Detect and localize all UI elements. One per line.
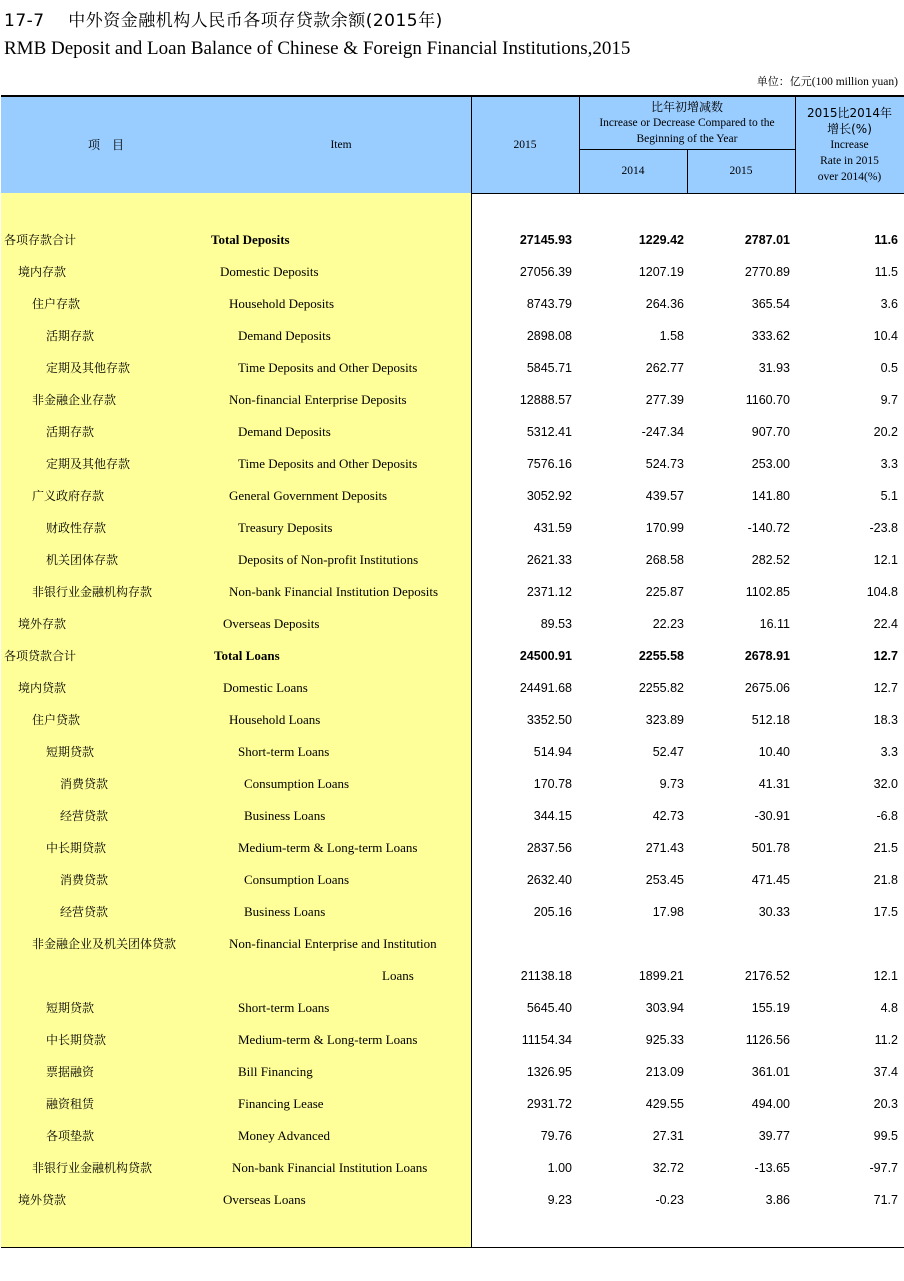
row-label-cn: 短期贷款 xyxy=(46,745,95,759)
cell-2015-balance: 5645.40 xyxy=(526,1001,572,1015)
cell-change-2015: 1126.56 xyxy=(745,1033,790,1047)
cell-2015-balance: 8743.79 xyxy=(526,297,572,311)
table-number: 17-7 xyxy=(4,11,45,31)
cell-change-2015: 2678.91 xyxy=(744,649,790,663)
cell-change-2015: 333.62 xyxy=(751,329,790,343)
cell-2015-balance: 431.59 xyxy=(533,521,572,535)
cell-change-2015: 1160.70 xyxy=(745,393,790,407)
row-label-cn: 融资租赁 xyxy=(46,1097,95,1111)
table-row xyxy=(1,448,904,480)
cell-change-2015: 365.54 xyxy=(751,297,790,311)
row-label-en: Household Deposits xyxy=(229,296,335,311)
table-row xyxy=(1,672,904,704)
header-change-en-2: Beginning of the Year xyxy=(636,133,738,145)
row-label-cn: 财政性存款 xyxy=(46,521,107,535)
row-label-cn: 经营贷款 xyxy=(60,809,109,823)
row-label-cn: 住户贷款 xyxy=(32,713,81,727)
row-label-en: Time Deposits and Other Deposits xyxy=(238,360,418,375)
cell-growth-rate: 22.4 xyxy=(873,617,898,631)
cell-change-2014: 303.94 xyxy=(645,1001,684,1015)
cell-change-2015: 3.86 xyxy=(765,1193,790,1207)
cell-growth-rate: 0.5 xyxy=(880,361,898,375)
cell-change-2014: 268.58 xyxy=(645,553,684,567)
table-row xyxy=(1,800,904,832)
cell-growth-rate: 21.5 xyxy=(873,841,898,855)
cell-change-2014: 1899.21 xyxy=(638,969,684,983)
row-label-en: Total Deposits xyxy=(211,232,290,247)
cell-change-2015: 155.19 xyxy=(751,1001,790,1015)
cell-change-2015: -13.65 xyxy=(754,1161,790,1175)
cell-change-2014: 32.72 xyxy=(652,1161,684,1175)
cell-change-2015: 512.18 xyxy=(751,713,790,727)
row-label-cn: 消费贷款 xyxy=(60,777,109,791)
row-label-en: Short-term Loans xyxy=(238,744,330,759)
cell-growth-rate: 9.7 xyxy=(880,393,898,407)
table-row xyxy=(1,320,904,352)
cell-growth-rate: 11.5 xyxy=(874,265,898,279)
cell-2015-balance: 89.53 xyxy=(540,617,572,631)
cell-growth-rate: 5.1 xyxy=(880,489,898,503)
row-label-en: Overseas Loans xyxy=(223,1192,306,1207)
header-rate-en-2: Rate in 2015 xyxy=(820,155,879,167)
table-row xyxy=(1,512,904,544)
row-label-cn: 各项存款合计 xyxy=(4,233,77,247)
row-label-en: Non-financial Enterprise Deposits xyxy=(229,392,407,407)
cell-2015-balance: 3052.92 xyxy=(526,489,572,503)
cell-change-2014: 225.87 xyxy=(645,585,684,599)
cell-growth-rate: 32.0 xyxy=(873,777,898,791)
row-label-en: Business Loans xyxy=(244,808,326,823)
cell-change-2014: 277.39 xyxy=(645,393,684,407)
row-label-en: Domestic Loans xyxy=(223,680,308,695)
cell-2015-balance: 7576.16 xyxy=(526,457,572,471)
row-label-cn: 活期存款 xyxy=(46,329,95,343)
cell-change-2014: -0.23 xyxy=(655,1193,684,1207)
row-label-cn: 境内贷款 xyxy=(18,681,67,695)
cell-change-2014: 323.89 xyxy=(645,713,684,727)
cell-2015-balance: 1326.95 xyxy=(526,1065,572,1079)
row-label-en: Total Loans xyxy=(214,648,280,663)
cell-change-2015: 30.33 xyxy=(758,905,790,919)
row-label-cn: 非金融企业存款 xyxy=(32,393,117,407)
cell-growth-rate: 11.2 xyxy=(874,1033,898,1047)
cell-change-2014: 253.45 xyxy=(645,873,684,887)
table-row xyxy=(1,736,904,768)
cell-2015-balance: 9.23 xyxy=(547,1193,572,1207)
row-label-cn: 非银行业金融机构贷款 xyxy=(32,1161,153,1175)
cell-change-2014: 262.77 xyxy=(645,361,684,375)
row-label-en: Money Advanced xyxy=(238,1128,331,1143)
cell-2015-balance: 2632.40 xyxy=(526,873,572,887)
row-label-cn: 境外存款 xyxy=(18,617,67,631)
row-label-en: Business Loans xyxy=(244,904,326,919)
header-change-cn: 比年初增减数 xyxy=(650,100,723,114)
cell-2015-balance: 514.94 xyxy=(533,745,572,759)
cell-change-2014: 439.57 xyxy=(645,489,684,503)
cell-growth-rate: 3.3 xyxy=(880,745,898,759)
row-label-en: Demand Deposits xyxy=(238,328,331,343)
row-label-cn: 机关团体存款 xyxy=(46,553,119,567)
row-label-cn: 各项贷款合计 xyxy=(4,649,77,663)
row-label-en: Consumption Loans xyxy=(244,872,350,887)
table-row xyxy=(1,992,904,1024)
row-label-cn: 非金融企业及机关团体贷款 xyxy=(32,937,177,951)
table-row xyxy=(1,960,904,992)
cell-change-2014: 9.73 xyxy=(659,777,684,791)
header-rate-cn-1: 2015比2014年 xyxy=(806,106,893,120)
row-label-en: Treasury Deposits xyxy=(238,520,333,535)
header-rate-en-3: over 2014(%) xyxy=(817,171,882,183)
unit-label xyxy=(757,73,898,89)
table-row xyxy=(1,928,904,960)
cell-change-2015: 2770.89 xyxy=(744,265,790,279)
table-row xyxy=(1,640,904,672)
header-col-2015: 2015 xyxy=(513,139,537,151)
cell-growth-rate: 3.6 xyxy=(880,297,898,311)
row-label-cn: 经营贷款 xyxy=(60,905,109,919)
cell-growth-rate: 18.3 xyxy=(873,713,898,727)
cell-change-2014: -247.34 xyxy=(641,425,684,439)
cell-2015-balance: 11154.34 xyxy=(521,1033,572,1047)
row-label-cn: 广义政府存款 xyxy=(32,489,105,503)
row-label-en: Overseas Deposits xyxy=(223,616,320,631)
cell-change-2015: 39.77 xyxy=(758,1129,790,1143)
cell-growth-rate: -97.7 xyxy=(869,1161,898,1175)
table-row xyxy=(1,576,904,608)
row-label-cn: 住户存款 xyxy=(32,297,81,311)
cell-change-2014: 925.33 xyxy=(645,1033,684,1047)
cell-change-2014: 17.98 xyxy=(652,905,684,919)
row-label-cn: 短期贷款 xyxy=(46,1001,95,1015)
cell-growth-rate: 20.3 xyxy=(873,1097,898,1111)
cell-growth-rate: -23.8 xyxy=(869,521,898,535)
row-label-en: Financing Lease xyxy=(238,1096,324,1111)
row-label-en: Time Deposits and Other Deposits xyxy=(238,456,418,471)
cell-growth-rate: 4.8 xyxy=(880,1001,898,1015)
row-label-en: Short-term Loans xyxy=(238,1000,330,1015)
cell-change-2015: 2176.52 xyxy=(744,969,790,983)
cell-2015-balance: 2837.56 xyxy=(526,841,572,855)
table-row xyxy=(1,224,904,256)
row-label-cn: 中长期贷款 xyxy=(46,841,107,855)
header-sub-2014: 2014 xyxy=(621,165,645,177)
header-rate-en-1: Increase xyxy=(830,139,869,151)
cell-change-2014: 264.36 xyxy=(645,297,684,311)
row-label-cn: 境外贷款 xyxy=(18,1193,67,1207)
table-row xyxy=(1,864,904,896)
row-label-en: Bill Financing xyxy=(238,1064,313,1079)
row-label-en: Non-financial Enterprise and Institution xyxy=(229,936,437,951)
table-title-cn xyxy=(4,6,443,31)
cell-2015-balance: 24491.68 xyxy=(519,681,572,695)
row-label-cn: 票据融资 xyxy=(46,1065,95,1079)
cell-change-2014: 271.43 xyxy=(645,841,684,855)
row-label-cn: 消费贷款 xyxy=(60,873,109,887)
cell-change-2015: 501.78 xyxy=(751,841,790,855)
cell-growth-rate: 12.7 xyxy=(873,649,898,663)
cell-change-2015: 2675.06 xyxy=(744,681,790,695)
row-label-en: Domestic Deposits xyxy=(220,264,319,279)
row-label-cn: 定期及其他存款 xyxy=(46,457,131,471)
cell-change-2015: 907.70 xyxy=(751,425,790,439)
cell-growth-rate: 21.8 xyxy=(873,873,898,887)
cell-growth-rate: -6.8 xyxy=(876,809,898,823)
cell-2015-balance: 5845.71 xyxy=(526,361,572,375)
table-row xyxy=(1,1088,904,1120)
cell-change-2014: 1207.19 xyxy=(638,265,684,279)
table-row xyxy=(1,544,904,576)
table-row xyxy=(1,608,904,640)
header-change-en-1: Increase or Decrease Compared to the xyxy=(599,117,775,129)
cell-growth-rate: 12.7 xyxy=(873,681,898,695)
cell-change-2015: 41.31 xyxy=(758,777,790,791)
cell-growth-rate: 3.3 xyxy=(880,457,898,471)
table-title-en: RMB Deposit and Loan Balance of Chinese & Foreign Financial Institutions,2015 xyxy=(4,38,631,59)
cell-2015-balance: 1.00 xyxy=(547,1161,572,1175)
cell-2015-balance: 12888.57 xyxy=(519,393,572,407)
cell-2015-balance: 205.16 xyxy=(533,905,572,919)
cell-2015-balance: 2371.12 xyxy=(526,585,572,599)
cell-change-2015: 471.45 xyxy=(751,873,790,887)
cell-2015-balance: 24500.91 xyxy=(519,649,572,663)
header-item-en: Item xyxy=(330,139,352,151)
table-body xyxy=(1,193,904,1248)
cell-growth-rate: 12.1 xyxy=(873,553,898,567)
row-label-cn: 境内存款 xyxy=(18,265,67,279)
cell-growth-rate: 20.2 xyxy=(873,425,898,439)
cell-change-2014: 524.73 xyxy=(645,457,684,471)
cell-change-2014: 27.31 xyxy=(652,1129,684,1143)
table-row xyxy=(1,288,904,320)
cell-change-2014: 52.47 xyxy=(652,745,684,759)
row-label-cn: 定期及其他存款 xyxy=(46,361,131,375)
cell-growth-rate: 99.5 xyxy=(873,1129,898,1143)
header-sub-2015: 2015 xyxy=(729,165,753,177)
cell-2015-balance: 5312.41 xyxy=(526,425,572,439)
header-item-cn: 项 目 xyxy=(87,138,124,152)
table-row xyxy=(1,416,904,448)
table-row xyxy=(1,1184,904,1216)
header-rate-group xyxy=(795,97,904,193)
table-row xyxy=(1,480,904,512)
cell-growth-rate: 10.4 xyxy=(873,329,898,343)
table-row xyxy=(1,1024,904,1056)
table-title-cn-text: 中外资金融机构人民币各项存贷款余额(2015年) xyxy=(68,11,443,31)
table-row xyxy=(1,1056,904,1088)
cell-change-2014: 42.73 xyxy=(652,809,684,823)
cell-change-2014: 213.09 xyxy=(645,1065,684,1079)
row-label-en: Non-bank Financial Institution Loans xyxy=(232,1160,428,1175)
cell-growth-rate: 17.5 xyxy=(873,905,898,919)
row-label-cn: 各项垫款 xyxy=(46,1129,95,1143)
cell-growth-rate: 12.1 xyxy=(873,969,898,983)
cell-growth-rate: 37.4 xyxy=(873,1065,898,1079)
unit-label-en: (100 million yuan) xyxy=(811,76,898,88)
cell-2015-balance: 170.78 xyxy=(533,777,572,791)
cell-change-2014: 1.58 xyxy=(659,329,684,343)
cell-change-2015: 1102.85 xyxy=(745,585,790,599)
cell-change-2015: 361.01 xyxy=(751,1065,790,1079)
unit-label-cn: 单位：亿元 xyxy=(756,75,812,88)
cell-growth-rate: 71.7 xyxy=(873,1193,898,1207)
table-row xyxy=(1,896,904,928)
cell-change-2014: 1229.42 xyxy=(638,233,684,247)
cell-change-2015: 253.00 xyxy=(751,457,790,471)
row-label-en: Loans xyxy=(382,968,414,983)
row-label-en: Deposits of Non-profit Institutions xyxy=(238,552,419,567)
cell-change-2015: 494.00 xyxy=(751,1097,790,1111)
cell-change-2015: -140.72 xyxy=(747,521,790,535)
table-row xyxy=(1,704,904,736)
cell-change-2015: 141.80 xyxy=(751,489,790,503)
cell-growth-rate: 104.8 xyxy=(866,585,898,599)
table-row xyxy=(1,256,904,288)
cell-growth-rate: 11.6 xyxy=(874,233,898,247)
cell-change-2014: 2255.82 xyxy=(638,681,684,695)
cell-change-2015: 282.52 xyxy=(751,553,790,567)
cell-2015-balance: 27056.39 xyxy=(519,265,572,279)
cell-change-2014: 2255.58 xyxy=(638,649,684,663)
table-row xyxy=(1,352,904,384)
table-row xyxy=(1,832,904,864)
cell-change-2015: 16.11 xyxy=(759,617,790,631)
header-change-group xyxy=(579,97,795,149)
table-row xyxy=(1,1152,904,1184)
row-label-en: Demand Deposits xyxy=(238,424,331,439)
cell-change-2015: 10.40 xyxy=(758,745,790,759)
cell-2015-balance: 3352.50 xyxy=(526,713,572,727)
cell-2015-balance: 79.76 xyxy=(540,1129,572,1143)
table-header xyxy=(1,95,904,194)
row-label-cn: 活期存款 xyxy=(46,425,95,439)
row-label-en: Medium-term & Long-term Loans xyxy=(238,840,418,855)
row-label-en: Household Loans xyxy=(229,712,321,727)
table-row xyxy=(1,384,904,416)
cell-change-2014: 22.23 xyxy=(652,617,684,631)
cell-change-2015: -30.91 xyxy=(754,809,790,823)
row-label-en: Non-bank Financial Institution Deposits xyxy=(229,584,439,599)
cell-2015-balance: 2621.33 xyxy=(526,553,572,567)
table-row xyxy=(1,1120,904,1152)
row-label-en: General Government Deposits xyxy=(229,488,388,503)
cell-change-2014: 429.55 xyxy=(645,1097,684,1111)
cell-change-2015: 31.93 xyxy=(758,361,790,375)
cell-2015-balance: 27145.93 xyxy=(519,233,572,247)
cell-2015-balance: 344.15 xyxy=(533,809,572,823)
cell-2015-balance: 21138.18 xyxy=(520,969,572,983)
row-label-cn: 中长期贷款 xyxy=(46,1033,107,1047)
row-label-en: Consumption Loans xyxy=(244,776,350,791)
cell-change-2015: 2787.01 xyxy=(744,233,790,247)
cell-2015-balance: 2931.72 xyxy=(526,1097,572,1111)
row-label-cn: 非银行业金融机构存款 xyxy=(32,585,153,599)
header-rate-cn-2: 增长(%) xyxy=(827,122,872,136)
cell-change-2014: 170.99 xyxy=(645,521,684,535)
cell-2015-balance: 2898.08 xyxy=(526,329,572,343)
table-bottom-rule xyxy=(1,1247,904,1248)
table-row xyxy=(1,768,904,800)
row-label-en: Medium-term & Long-term Loans xyxy=(238,1032,418,1047)
